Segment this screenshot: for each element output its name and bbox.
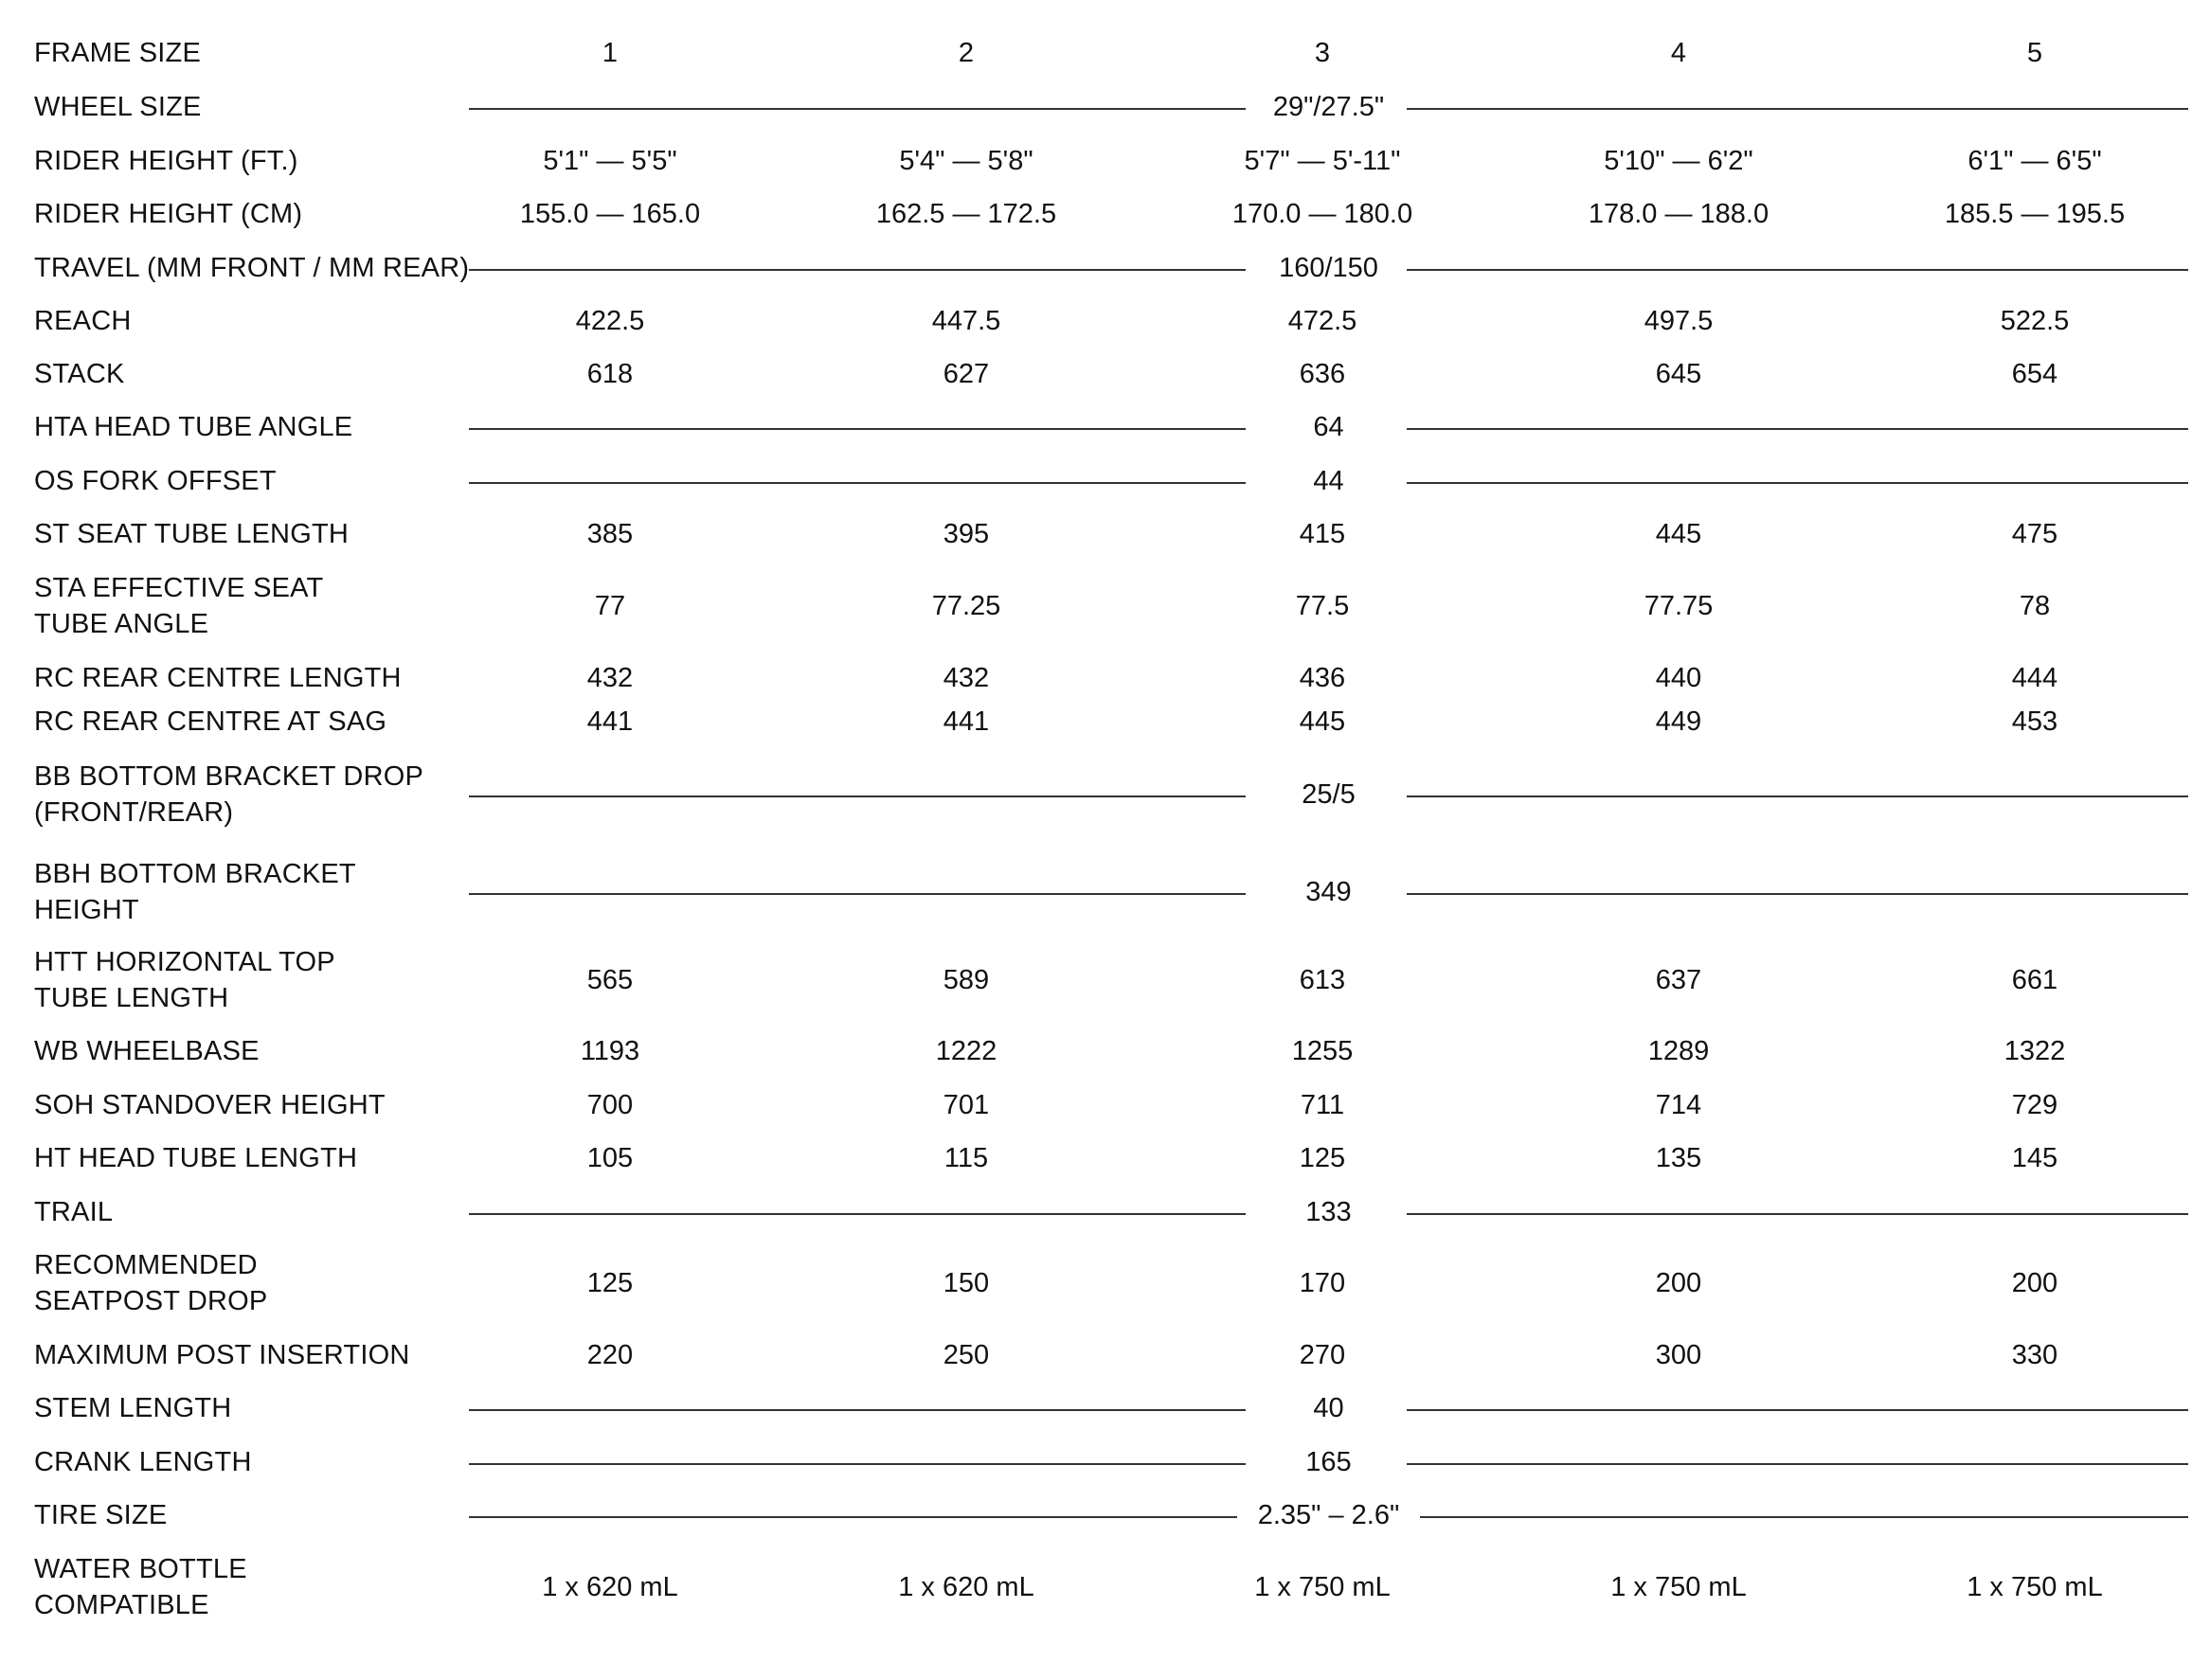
spanning-value bbox=[469, 1390, 2188, 1426]
row-label bbox=[34, 463, 277, 499]
row-label bbox=[34, 856, 356, 928]
size-4-value: 637 bbox=[1655, 965, 1702, 995]
size-3-value: 1255 bbox=[1291, 1036, 1354, 1066]
size-3-value: 1 x 750 mL bbox=[1254, 1572, 1391, 1602]
row-label-line: TRAIL bbox=[34, 1197, 114, 1227]
row-label-line: STA EFFECTIVE SEAT bbox=[34, 573, 324, 603]
row-label-line: BB BOTTOM BRACKET DROP bbox=[34, 761, 424, 792]
row-label-line: WHEEL SIZE bbox=[34, 92, 202, 122]
size-5-value: 729 bbox=[2011, 1090, 2058, 1120]
row-label bbox=[34, 409, 352, 445]
row-label bbox=[34, 250, 469, 286]
row-label-line: ST SEAT TUBE LENGTH bbox=[34, 519, 350, 549]
size-1-value: 155.0 — 165.0 bbox=[519, 199, 701, 229]
size-4-value: 645 bbox=[1655, 359, 1702, 389]
row-label bbox=[34, 303, 132, 339]
row-label bbox=[34, 570, 323, 642]
spanning-value-text: 349 bbox=[1285, 877, 1372, 907]
row-label-line: HTT HORIZONTAL TOP bbox=[34, 947, 335, 977]
size-4-value: 445 bbox=[1655, 519, 1702, 549]
spanning-value bbox=[469, 409, 2188, 445]
size-3-value: 170.0 — 180.0 bbox=[1231, 199, 1413, 229]
size-2-value: 150 bbox=[943, 1268, 990, 1298]
size-2-value: 589 bbox=[943, 965, 990, 995]
size-5-value: 661 bbox=[2011, 965, 2058, 995]
size-2-value: 1222 bbox=[935, 1036, 997, 1066]
row-label bbox=[34, 35, 201, 71]
size-1-value: 125 bbox=[586, 1268, 634, 1298]
row-label-line: FRAME SIZE bbox=[34, 38, 202, 68]
spanning-value bbox=[469, 1497, 2188, 1533]
size-2-value: 447.5 bbox=[931, 306, 1001, 336]
size-2-value: 627 bbox=[943, 359, 990, 389]
size-4-value: 1289 bbox=[1647, 1036, 1710, 1066]
row-label bbox=[34, 516, 349, 552]
size-1-value: 618 bbox=[586, 359, 634, 389]
size-1-value: 565 bbox=[586, 965, 634, 995]
row-label bbox=[34, 1087, 386, 1123]
size-5-value: 444 bbox=[2011, 663, 2058, 693]
size-2-value: 5'4" — 5'8" bbox=[899, 146, 1033, 176]
row-label bbox=[34, 356, 125, 392]
size-3-value: 5'7" — 5'-11" bbox=[1244, 146, 1401, 176]
size-5-value: 185.5 — 195.5 bbox=[1944, 199, 2126, 229]
row-label-line: RIDER HEIGHT (CM) bbox=[34, 199, 303, 229]
row-label bbox=[34, 704, 386, 740]
size-5-value: 1 x 750 mL bbox=[1967, 1572, 2103, 1602]
size-3-value: 77.5 bbox=[1295, 591, 1350, 621]
size-3-value: 613 bbox=[1299, 965, 1346, 995]
size-3-value: 125 bbox=[1299, 1143, 1346, 1173]
size-1-value: 1 x 620 mL bbox=[542, 1572, 678, 1602]
size-1-value: 105 bbox=[586, 1143, 634, 1173]
size-4-value: 449 bbox=[1655, 706, 1702, 737]
row-label-line: RECOMMENDED bbox=[34, 1250, 258, 1280]
size-3-value: 415 bbox=[1299, 519, 1346, 549]
spanning-value-text: 44 bbox=[1292, 466, 1364, 496]
row-label-line: HEIGHT bbox=[34, 895, 139, 925]
row-label bbox=[34, 1140, 357, 1176]
row-label-line: RIDER HEIGHT (FT.) bbox=[34, 146, 298, 176]
row-label bbox=[34, 89, 202, 125]
row-label bbox=[34, 1497, 167, 1533]
row-label-line: TUBE ANGLE bbox=[34, 609, 209, 639]
size-3-value: 170 bbox=[1299, 1268, 1346, 1298]
spanning-value-text: 2.35" – 2.6" bbox=[1237, 1500, 1421, 1530]
size-4-value: 300 bbox=[1655, 1340, 1702, 1370]
row-label bbox=[34, 1247, 267, 1319]
row-label bbox=[34, 1444, 252, 1480]
size-3-value: 472.5 bbox=[1287, 306, 1357, 336]
spanning-value bbox=[469, 1194, 2188, 1230]
row-label-line: TRAVEL (MM FRONT / MM REAR) bbox=[34, 253, 470, 283]
row-label-line: REACH bbox=[34, 306, 132, 336]
size-5-value: 6'1" — 6'5" bbox=[1967, 146, 2102, 176]
size-1-value: 422.5 bbox=[575, 306, 645, 336]
size-2-value: 441 bbox=[943, 706, 990, 737]
size-5-value: 145 bbox=[2011, 1143, 2058, 1173]
row-label-line: STACK bbox=[34, 359, 125, 389]
size-1-value: 441 bbox=[586, 706, 634, 737]
spanning-value-text: 29"/27.5" bbox=[1252, 92, 1405, 122]
size-4-value: 5'10" — 6'2" bbox=[1604, 146, 1753, 176]
row-label-line: (FRONT/REAR) bbox=[34, 797, 234, 828]
size-2-value: 701 bbox=[943, 1090, 990, 1120]
size-4-value: 200 bbox=[1655, 1268, 1702, 1298]
size-1-value: 1 bbox=[602, 38, 619, 68]
size-1-value: 700 bbox=[586, 1090, 634, 1120]
spanning-value-text: 165 bbox=[1285, 1447, 1372, 1477]
size-3-value: 270 bbox=[1299, 1340, 1346, 1370]
row-label-line: SEATPOST DROP bbox=[34, 1286, 268, 1316]
spanning-value bbox=[469, 250, 2188, 286]
row-label-line: WB WHEELBASE bbox=[34, 1036, 260, 1066]
size-4-value: 178.0 — 188.0 bbox=[1588, 199, 1770, 229]
size-1-value: 432 bbox=[586, 663, 634, 693]
size-1-value: 220 bbox=[586, 1340, 634, 1370]
size-3-value: 636 bbox=[1299, 359, 1346, 389]
row-label bbox=[34, 143, 298, 179]
size-2-value: 250 bbox=[943, 1340, 990, 1370]
size-2-value: 2 bbox=[958, 38, 975, 68]
size-2-value: 162.5 — 172.5 bbox=[875, 199, 1057, 229]
row-label bbox=[34, 759, 423, 831]
size-1-value: 385 bbox=[586, 519, 634, 549]
spanning-value bbox=[469, 777, 2188, 813]
size-3-value: 3 bbox=[1314, 38, 1331, 68]
size-4-value: 714 bbox=[1655, 1090, 1702, 1120]
size-5-value: 475 bbox=[2011, 519, 2058, 549]
size-5-value: 522.5 bbox=[2000, 306, 2070, 336]
size-4-value: 497.5 bbox=[1644, 306, 1714, 336]
row-label-line: RC REAR CENTRE AT SAG bbox=[34, 706, 387, 737]
size-5-value: 654 bbox=[2011, 359, 2058, 389]
row-label-line: SOH STANDOVER HEIGHT bbox=[34, 1090, 386, 1120]
row-label-line: CRANK LENGTH bbox=[34, 1447, 252, 1477]
row-label-line: HT HEAD TUBE LENGTH bbox=[34, 1143, 358, 1173]
size-3-value: 436 bbox=[1299, 663, 1346, 693]
size-5-value: 1322 bbox=[2003, 1036, 2066, 1066]
size-2-value: 77.25 bbox=[931, 591, 1001, 621]
spanning-value bbox=[469, 463, 2188, 499]
row-label bbox=[34, 1033, 260, 1069]
row-label bbox=[34, 1390, 231, 1426]
row-label-line: MAXIMUM POST INSERTION bbox=[34, 1340, 410, 1370]
size-5-value: 330 bbox=[2011, 1340, 2058, 1370]
size-1-value: 77 bbox=[594, 591, 626, 621]
size-4-value: 135 bbox=[1655, 1143, 1702, 1173]
size-4-value: 440 bbox=[1655, 663, 1702, 693]
size-2-value: 395 bbox=[943, 519, 990, 549]
size-5-value: 200 bbox=[2011, 1268, 2058, 1298]
row-label-line: TIRE SIZE bbox=[34, 1500, 168, 1530]
spanning-value-text: 133 bbox=[1285, 1197, 1372, 1227]
size-3-value: 445 bbox=[1299, 706, 1346, 737]
size-4-value: 1 x 750 mL bbox=[1610, 1572, 1747, 1602]
size-5-value: 453 bbox=[2011, 706, 2058, 737]
row-label-line: OS FORK OFFSET bbox=[34, 466, 277, 496]
row-label-line: TUBE LENGTH bbox=[34, 983, 229, 1013]
row-label-line: BBH BOTTOM BRACKET bbox=[34, 859, 356, 889]
size-2-value: 432 bbox=[943, 663, 990, 693]
row-label bbox=[34, 1551, 247, 1623]
spanning-value-text: 64 bbox=[1292, 412, 1364, 442]
size-4-value: 77.75 bbox=[1644, 591, 1714, 621]
size-1-value: 1193 bbox=[580, 1036, 640, 1066]
row-label-line: RC REAR CENTRE LENGTH bbox=[34, 663, 402, 693]
spanning-value bbox=[469, 1444, 2188, 1480]
size-2-value: 115 bbox=[943, 1143, 989, 1173]
size-5-value: 5 bbox=[2026, 38, 2043, 68]
size-2-value: 1 x 620 mL bbox=[898, 1572, 1034, 1602]
row-label-line: COMPATIBLE bbox=[34, 1590, 209, 1620]
size-1-value: 5'1" — 5'5" bbox=[543, 146, 677, 176]
spanning-value-text: 40 bbox=[1292, 1393, 1364, 1423]
spanning-value bbox=[469, 89, 2188, 125]
row-label-line: WATER BOTTLE bbox=[34, 1554, 247, 1584]
spanning-value-text: 25/5 bbox=[1281, 779, 1375, 810]
size-3-value: 711 bbox=[1300, 1090, 1345, 1120]
row-label bbox=[34, 944, 335, 1016]
row-label bbox=[34, 660, 402, 696]
row-label-line: HTA HEAD TUBE ANGLE bbox=[34, 412, 353, 442]
row-label bbox=[34, 196, 302, 232]
row-label bbox=[34, 1194, 113, 1230]
row-label-line: STEM LENGTH bbox=[34, 1393, 232, 1423]
size-5-value: 78 bbox=[2019, 591, 2051, 621]
row-label bbox=[34, 1337, 409, 1373]
size-4-value: 4 bbox=[1670, 38, 1687, 68]
spanning-value-text: 160/150 bbox=[1258, 253, 1399, 283]
spanning-value bbox=[469, 874, 2188, 910]
